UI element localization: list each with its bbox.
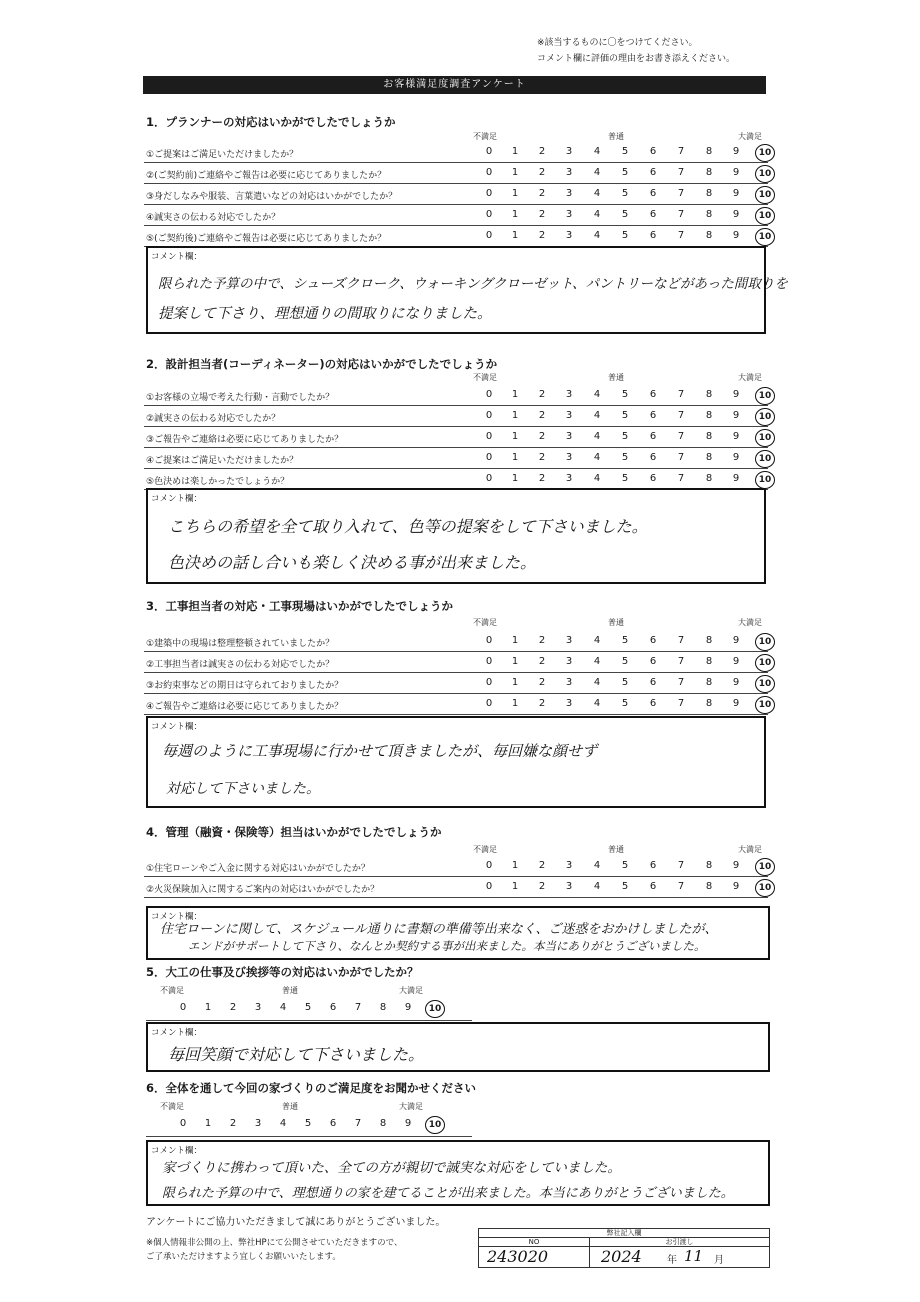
section-4-comment-box xyxy=(146,906,770,960)
section-5-scale-low: 不満足 xyxy=(160,986,184,995)
rating-option: 0 xyxy=(485,146,493,157)
rating-option: 3 xyxy=(565,146,573,157)
header-note-1: ※該当するものに〇をつけてください。 xyxy=(537,38,698,48)
question-text: ③身だしなみや服装、言葉遣いなどの対応はいかがでしたか？ xyxy=(146,192,398,202)
rating-option: 3 xyxy=(565,881,573,892)
rating-option: 7 xyxy=(354,1002,362,1013)
rating-option: 9 xyxy=(732,146,740,157)
rating-option: 9 xyxy=(732,389,740,400)
rating-option: 6 xyxy=(649,635,657,646)
rating-option: 0 xyxy=(485,188,493,199)
section-6-comment-line-1: 家づくりに携わって頂いた、全ての方が親切で誠実な対応をしていました。 xyxy=(162,1160,621,1176)
rating-option: 3 xyxy=(254,1002,262,1013)
section-6-title: 6．全体を通して今回の家づくりのご満足度をお聞かせください xyxy=(146,1081,476,1095)
rating-option: 8 xyxy=(705,431,713,442)
rating-option: 8 xyxy=(705,698,713,709)
rating-option: 5 xyxy=(621,410,629,421)
selected-rating: 10 xyxy=(755,165,775,183)
rating-option: 5 xyxy=(304,1002,312,1013)
row-divider xyxy=(144,876,768,877)
rating-option: 3 xyxy=(565,860,573,871)
section-2-scale-mid: 普通 xyxy=(608,373,624,382)
rating-option: 6 xyxy=(649,230,657,241)
footer-privacy-2: ご了承いただけますよう宜しくお願いいたします。 xyxy=(146,1252,341,1262)
rating-option: 4 xyxy=(593,698,601,709)
rating-option: 3 xyxy=(565,656,573,667)
rating-option: 8 xyxy=(705,677,713,688)
rating-option: 3 xyxy=(565,209,573,220)
question-text: ⑤色決めは楽しかったでしょうか？ xyxy=(146,477,290,487)
rating-option: 9 xyxy=(732,698,740,709)
row-divider xyxy=(146,1020,472,1021)
section-4-scale-mid: 普通 xyxy=(608,845,624,854)
section-6-comment-box xyxy=(146,1140,770,1206)
question-text: ②火災保険加入に関するご案内の対応はいかがでしたか？ xyxy=(146,885,380,895)
section-1-scale-low: 不満足 xyxy=(473,132,497,141)
question-text: ③お約束事などの期日は守られておりましたか？ xyxy=(146,681,344,691)
rating-option: 4 xyxy=(593,146,601,157)
rating-option: 8 xyxy=(705,656,713,667)
rating-option: 5 xyxy=(304,1118,312,1129)
rating-option: 9 xyxy=(732,860,740,871)
rating-option: 6 xyxy=(329,1118,337,1129)
rating-option: 6 xyxy=(649,881,657,892)
row-divider xyxy=(144,162,768,163)
row-divider xyxy=(146,1136,472,1137)
rating-option: 5 xyxy=(621,635,629,646)
rating-option: 3 xyxy=(565,635,573,646)
rating-option: 0 xyxy=(485,473,493,484)
section-3-comment-box xyxy=(146,716,766,808)
rating-option: 7 xyxy=(677,146,685,157)
rating-option: 2 xyxy=(538,677,546,688)
section-4-title: 4．管理（融資・保険等）担当はいかがでしたでしょうか xyxy=(146,825,442,839)
rating-option: 1 xyxy=(511,698,519,709)
rating-option: 9 xyxy=(732,230,740,241)
section-3-comment-line-1: 毎週のように工事現場に行かせて頂きましたが、毎回嫌な顔せず xyxy=(162,742,598,760)
selected-rating: 10 xyxy=(425,1000,445,1018)
rating-option: 5 xyxy=(621,389,629,400)
rating-option: 2 xyxy=(538,881,546,892)
selected-rating: 10 xyxy=(755,633,775,651)
rating-option: 8 xyxy=(705,860,713,871)
rating-option: 5 xyxy=(621,431,629,442)
section-2-comment-line-2: 色決めの話し合いも楽しく決める事が出来ました。 xyxy=(168,553,537,572)
rating-option: 9 xyxy=(732,167,740,178)
section-3-title: 3．工事担当者の対応・工事現場はいかがでしたでしょうか xyxy=(146,599,453,613)
selected-rating: 10 xyxy=(755,450,775,468)
section-5-scale-mid: 普通 xyxy=(282,986,298,995)
rating-option: 7 xyxy=(677,389,685,400)
section-2-scale-high: 大満足 xyxy=(738,373,762,382)
rating-option: 9 xyxy=(404,1118,412,1129)
rating-option: 4 xyxy=(593,188,601,199)
rating-option: 8 xyxy=(705,209,713,220)
rating-option: 2 xyxy=(538,410,546,421)
section-3-scale-low: 不満足 xyxy=(473,618,497,627)
selected-rating: 10 xyxy=(755,429,775,447)
delivery-label: お引渡し xyxy=(590,1238,769,1247)
rating-option: 6 xyxy=(649,209,657,220)
section-1-comment-line-2: 提案して下さり、理想通りの間取りになりました。 xyxy=(158,306,492,322)
office-use-table xyxy=(478,1228,770,1268)
rating-option: 1 xyxy=(511,410,519,421)
header-note-2: コメント欄に評価の理由をお書き添えください。 xyxy=(537,54,736,64)
row-divider xyxy=(144,468,768,469)
section-6-scale-low: 不満足 xyxy=(160,1102,184,1111)
selected-rating: 10 xyxy=(755,387,775,405)
question-text: ④ご提案はご満足いただけましたか？ xyxy=(146,456,299,466)
rating-option: 6 xyxy=(649,167,657,178)
rating-option: 7 xyxy=(677,677,685,688)
rating-option: 9 xyxy=(732,452,740,463)
rating-option: 4 xyxy=(593,452,601,463)
rating-option: 6 xyxy=(649,431,657,442)
rating-option: 7 xyxy=(677,860,685,871)
rating-option: 3 xyxy=(565,431,573,442)
rating-option: 5 xyxy=(621,167,629,178)
question-text: ②工事担当者は誠実さの伝わる対応でしたか？ xyxy=(146,660,335,670)
rating-option: 2 xyxy=(538,860,546,871)
rating-option: 5 xyxy=(621,677,629,688)
section-3-comment-line-2: 対応して下さいました。 xyxy=(166,781,320,797)
selected-rating: 10 xyxy=(755,879,775,897)
selected-rating: 10 xyxy=(755,696,775,714)
question-text: ①ご提案はご満足いただけましたか？ xyxy=(146,150,299,160)
rating-option: 4 xyxy=(593,656,601,667)
rating-option: 6 xyxy=(649,410,657,421)
rating-option: 0 xyxy=(485,431,493,442)
rating-option: 1 xyxy=(511,677,519,688)
question-text: ④ご報告やご連絡は必要に応じてありましたか？ xyxy=(146,702,344,712)
rating-option: 1 xyxy=(511,881,519,892)
rating-option: 6 xyxy=(649,188,657,199)
rating-option: 4 xyxy=(593,860,601,871)
section-6-scale-high: 大満足 xyxy=(399,1102,423,1111)
row-divider xyxy=(144,897,768,898)
section-6-comment-line-2: 限られた予算の中で、理想通りの家を建てることが出来ました。本当にありがとうございました。 xyxy=(162,1186,734,1201)
rating-option: 7 xyxy=(677,473,685,484)
section-1-title: 1．プランナーの対応はいかがでしたでしょうか xyxy=(146,115,396,129)
comment-label: コメント欄： xyxy=(151,1146,203,1156)
rating-option: 1 xyxy=(511,431,519,442)
rating-option: 3 xyxy=(565,167,573,178)
row-divider xyxy=(144,225,768,226)
comment-label: コメント欄： xyxy=(151,912,203,922)
rating-option: 9 xyxy=(732,677,740,688)
rating-option: 9 xyxy=(404,1002,412,1013)
rating-option: 3 xyxy=(565,452,573,463)
rating-option: 9 xyxy=(732,188,740,199)
section-5-comment-box xyxy=(146,1022,770,1072)
survey-title: お客様満足度調査アンケート xyxy=(143,76,766,94)
rating-option: 1 xyxy=(511,860,519,871)
rating-option: 3 xyxy=(254,1118,262,1129)
comment-label: コメント欄： xyxy=(151,722,203,732)
rating-option: 9 xyxy=(732,635,740,646)
rating-option: 6 xyxy=(649,860,657,871)
rating-option: 1 xyxy=(511,209,519,220)
rating-option: 4 xyxy=(593,431,601,442)
rating-option: 8 xyxy=(705,167,713,178)
rating-option: 5 xyxy=(621,230,629,241)
selected-rating: 10 xyxy=(755,471,775,489)
question-text: ③ご報告やご連絡は必要に応じてありましたか？ xyxy=(146,435,344,445)
rating-option: 3 xyxy=(565,698,573,709)
rating-option: 0 xyxy=(485,656,493,667)
section-5-scale-high: 大満足 xyxy=(399,986,423,995)
rating-option: 2 xyxy=(538,698,546,709)
rating-option: 9 xyxy=(732,473,740,484)
comment-label: コメント欄： xyxy=(151,494,203,504)
rating-option: 8 xyxy=(705,881,713,892)
section-2-title: 2．設計担当者(コーディネーター)の対応はいかがでしたでしょうか xyxy=(146,357,498,371)
rating-option: 0 xyxy=(179,1118,187,1129)
selected-rating: 10 xyxy=(755,408,775,426)
rating-option: 0 xyxy=(485,410,493,421)
row-divider xyxy=(144,693,768,694)
section-4-scale-high: 大満足 xyxy=(738,845,762,854)
rating-option: 7 xyxy=(677,452,685,463)
rating-option: 3 xyxy=(565,230,573,241)
row-divider xyxy=(144,447,768,448)
rating-option: 5 xyxy=(621,146,629,157)
question-text: ④誠実さの伝わる対応でしたか？ xyxy=(146,213,281,223)
rating-option: 2 xyxy=(229,1002,237,1013)
rating-option: 5 xyxy=(621,881,629,892)
rating-option: 7 xyxy=(677,410,685,421)
rating-option: 2 xyxy=(538,431,546,442)
year-unit: 年 xyxy=(667,1255,677,1266)
selected-rating: 10 xyxy=(755,228,775,246)
rating-option: 8 xyxy=(705,146,713,157)
rating-option: 3 xyxy=(565,389,573,400)
section-5-comment-line-1: 毎回笑顔で対応して下さいました。 xyxy=(168,1045,425,1064)
rating-option: 4 xyxy=(593,635,601,646)
selected-rating: 10 xyxy=(755,858,775,876)
rating-option: 0 xyxy=(485,389,493,400)
rating-option: 0 xyxy=(485,635,493,646)
rating-option: 0 xyxy=(485,209,493,220)
rating-option: 0 xyxy=(485,452,493,463)
table-divider xyxy=(589,1247,590,1267)
selected-rating: 10 xyxy=(755,675,775,693)
rating-option: 6 xyxy=(649,389,657,400)
row-divider xyxy=(144,714,768,715)
rating-option: 6 xyxy=(649,698,657,709)
rating-option: 6 xyxy=(649,452,657,463)
selected-rating: 10 xyxy=(755,144,775,162)
rating-option: 6 xyxy=(649,677,657,688)
rating-option: 5 xyxy=(621,473,629,484)
rating-option: 6 xyxy=(649,656,657,667)
rating-option: 2 xyxy=(229,1118,237,1129)
row-divider xyxy=(144,183,768,184)
rating-option: 4 xyxy=(593,473,601,484)
rating-option: 5 xyxy=(621,656,629,667)
question-text: ②(ご契約前)ご連絡やご報告は必要に応じてありましたか？ xyxy=(146,171,387,181)
rating-option: 5 xyxy=(621,698,629,709)
rating-option: 0 xyxy=(485,860,493,871)
section-1-scale-mid: 普通 xyxy=(608,132,624,141)
rating-option: 2 xyxy=(538,389,546,400)
rating-option: 4 xyxy=(593,230,601,241)
rating-option: 9 xyxy=(732,431,740,442)
rating-option: 3 xyxy=(565,677,573,688)
rating-option: 4 xyxy=(593,677,601,688)
rating-option: 4 xyxy=(593,167,601,178)
rating-option: 1 xyxy=(204,1118,212,1129)
rating-option: 1 xyxy=(511,473,519,484)
row-divider xyxy=(144,405,768,406)
footer-privacy-1: ※個人情報非公開の上、弊社HPにて公開させていただきますので、 xyxy=(146,1238,403,1248)
rating-option: 7 xyxy=(677,431,685,442)
rating-option: 3 xyxy=(565,410,573,421)
rating-option: 2 xyxy=(538,656,546,667)
selected-rating: 10 xyxy=(755,186,775,204)
section-1-comment-line-1: 限られた予算の中で、シューズクローク、ウォーキングクローゼット、パントリーなどがあった間取りを xyxy=(158,276,788,292)
rating-option: 5 xyxy=(621,188,629,199)
rating-option: 1 xyxy=(511,656,519,667)
rating-option: 3 xyxy=(565,473,573,484)
row-divider xyxy=(144,204,768,205)
delivery-month: 11 xyxy=(684,1247,704,1265)
rating-option: 1 xyxy=(511,635,519,646)
rating-option: 9 xyxy=(732,656,740,667)
section-4-comment-line-1: 住宅ローンに関して、スケジュール通りに書類の準備等出来なく、ご迷惑をおかけしましたが、 xyxy=(160,922,718,937)
rating-option: 6 xyxy=(649,473,657,484)
section-4-scale-low: 不満足 xyxy=(473,845,497,854)
rating-option: 0 xyxy=(485,230,493,241)
rating-option: 1 xyxy=(511,146,519,157)
selected-rating: 10 xyxy=(425,1116,445,1134)
rating-option: 1 xyxy=(511,389,519,400)
row-divider xyxy=(144,672,768,673)
rating-option: 2 xyxy=(538,167,546,178)
rating-option: 8 xyxy=(705,389,713,400)
no-label: NO xyxy=(479,1238,590,1247)
rating-option: 7 xyxy=(677,698,685,709)
rating-option: 6 xyxy=(649,146,657,157)
rating-option: 4 xyxy=(593,881,601,892)
rating-option: 0 xyxy=(485,167,493,178)
rating-option: 7 xyxy=(354,1118,362,1129)
rating-option: 2 xyxy=(538,635,546,646)
rating-option: 1 xyxy=(511,188,519,199)
rating-option: 2 xyxy=(538,146,546,157)
rating-option: 8 xyxy=(705,410,713,421)
section-6-scale-mid: 普通 xyxy=(282,1102,298,1111)
rating-option: 0 xyxy=(179,1002,187,1013)
rating-option: 5 xyxy=(621,860,629,871)
rating-option: 1 xyxy=(511,452,519,463)
question-text: ①住宅ローンやご入金に関する対応はいかがでしたか？ xyxy=(146,864,370,874)
section-3-scale-mid: 普通 xyxy=(608,618,624,627)
rating-option: 7 xyxy=(677,188,685,199)
rating-option: 7 xyxy=(677,881,685,892)
rating-option: 4 xyxy=(593,209,601,220)
month-unit: 月 xyxy=(714,1255,724,1266)
rating-option: 7 xyxy=(677,167,685,178)
rating-option: 8 xyxy=(705,452,713,463)
rating-option: 9 xyxy=(732,881,740,892)
rating-option: 2 xyxy=(538,452,546,463)
section-2-comment-line-1: こちらの希望を全て取り入れて、色等の提案をして下さいました。 xyxy=(168,517,648,536)
rating-option: 0 xyxy=(485,698,493,709)
section-1-comment-box xyxy=(146,246,788,334)
question-text: ⑤(ご契約後)ご連絡やご報告は必要に応じてありましたか？ xyxy=(146,234,387,244)
rating-option: 5 xyxy=(621,209,629,220)
rating-option: 8 xyxy=(705,188,713,199)
section-2-scale-low: 不満足 xyxy=(473,373,497,382)
rating-option: 8 xyxy=(705,473,713,484)
section-5-title: 5．大工の仕事及び挨拶等の対応はいかがでしたか？ xyxy=(146,965,419,979)
delivery-year: 2024 xyxy=(601,1247,642,1266)
rating-option: 7 xyxy=(677,230,685,241)
question-text: ①お客様の立場で考えた行動・言動でしたか？ xyxy=(146,393,335,403)
rating-option: 8 xyxy=(379,1002,387,1013)
row-divider xyxy=(144,651,768,652)
rating-option: 9 xyxy=(732,209,740,220)
rating-option: 0 xyxy=(485,881,493,892)
rating-option: 9 xyxy=(732,410,740,421)
rating-option: 7 xyxy=(677,635,685,646)
comment-label: コメント欄： xyxy=(151,1028,203,1038)
section-2-comment-box xyxy=(146,488,766,584)
rating-option: 2 xyxy=(538,473,546,484)
rating-option: 4 xyxy=(279,1118,287,1129)
rating-option: 2 xyxy=(538,209,546,220)
section-4-comment-line-2: エンドがサポートして下さり、なんとか契約する事が出来ました。本当にありがとうございました。 xyxy=(188,939,706,953)
rating-option: 7 xyxy=(677,209,685,220)
selected-rating: 10 xyxy=(755,207,775,225)
rating-option: 4 xyxy=(279,1002,287,1013)
rating-option: 5 xyxy=(621,452,629,463)
rating-option: 8 xyxy=(705,230,713,241)
rating-option: 4 xyxy=(593,410,601,421)
selected-rating: 10 xyxy=(755,654,775,672)
rating-option: 3 xyxy=(565,188,573,199)
footer-thanks: アンケートにご協力いただきまして誠にありがとうございました。 xyxy=(146,1217,446,1228)
rating-option: 8 xyxy=(705,635,713,646)
row-divider xyxy=(144,426,768,427)
rating-option: 7 xyxy=(677,656,685,667)
rating-option: 6 xyxy=(329,1002,337,1013)
rating-option: 2 xyxy=(538,230,546,241)
rating-option: 8 xyxy=(379,1118,387,1129)
question-text: ①建築中の現場は整理整頓されていましたか？ xyxy=(146,639,335,649)
section-3-scale-high: 大満足 xyxy=(738,618,762,627)
rating-option: 1 xyxy=(511,167,519,178)
rating-option: 4 xyxy=(593,389,601,400)
rating-option: 2 xyxy=(538,188,546,199)
office-use-label: 弊社記入欄 xyxy=(479,1229,769,1238)
section-1-scale-high: 大満足 xyxy=(738,132,762,141)
rating-option: 1 xyxy=(204,1002,212,1013)
question-text: ②誠実さの伝わる対応でしたか？ xyxy=(146,414,281,424)
no-value: 243020 xyxy=(487,1247,549,1266)
comment-label: コメント欄： xyxy=(151,252,203,262)
rating-option: 1 xyxy=(511,230,519,241)
rating-option: 0 xyxy=(485,677,493,688)
